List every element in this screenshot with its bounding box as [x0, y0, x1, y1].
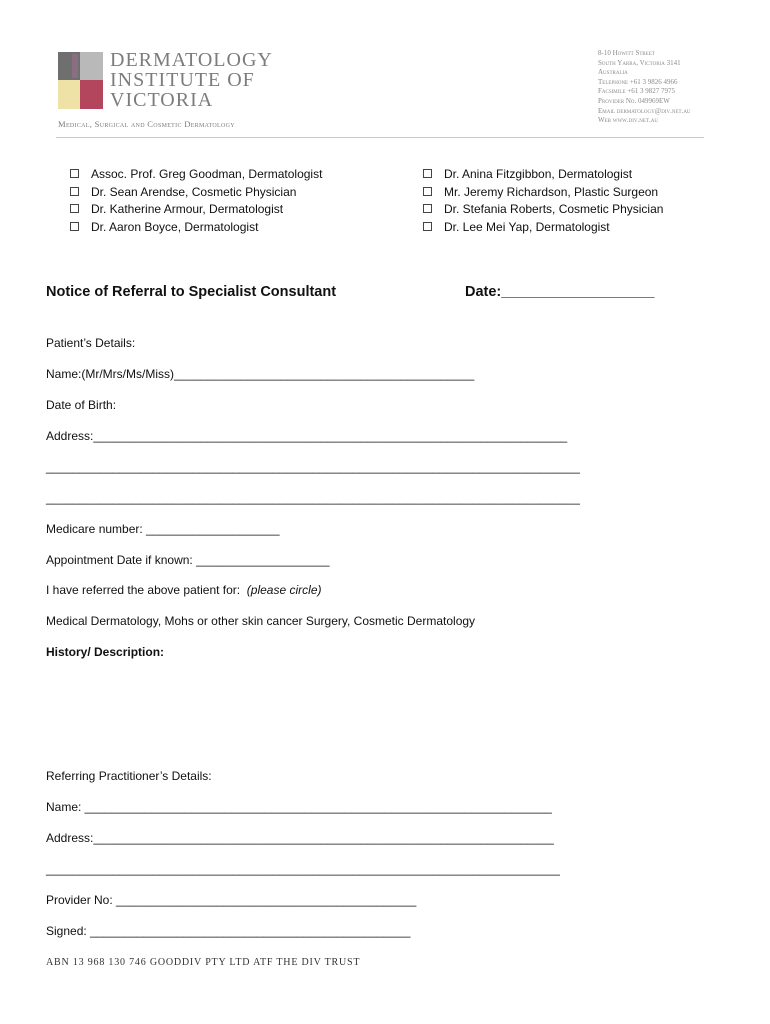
doctor-option[interactable]: [423, 219, 663, 237]
checkbox[interactable]: [70, 169, 79, 178]
checkbox[interactable]: [70, 222, 79, 231]
patient-address-field[interactable]: Address:_______________________________________________________________________: [46, 429, 568, 443]
doctor-option[interactable]: [70, 219, 322, 237]
checkbox[interactable]: [423, 169, 432, 178]
address-line: Telephone +61 3 9826 4966: [598, 77, 678, 86]
address-line: Email dermatology@div.net.au: [598, 106, 691, 115]
address-line: Facsimile +61 3 9827 7975: [598, 87, 675, 96]
header-divider: [56, 137, 704, 138]
logo-block-light: [80, 52, 103, 80]
tagline: Medical, Surgical and Cosmetic Dermatology: [58, 119, 235, 129]
logo-block-rose: [80, 80, 103, 109]
institute-name: [110, 50, 273, 110]
logo-block-cream: [58, 80, 80, 109]
brand-line: DERMATOLOGY: [110, 49, 273, 71]
doctor-label: Dr. Anina Fitzgibbon, Dermatologist: [444, 167, 633, 181]
doctor-label: Assoc. Prof. Greg Goodman, Dermatologist: [91, 167, 323, 181]
brand-line: INSTITUTE OF: [110, 69, 255, 91]
address-line: Web www.div.net.au: [598, 116, 658, 125]
doctor-option[interactable]: [423, 166, 663, 184]
history-heading: History/ Description:: [46, 645, 165, 659]
doctor-label: Dr. Katherine Armour, Dermatologist: [91, 202, 284, 216]
referrer-name-field[interactable]: Name: ______________________________________________________________________: [46, 800, 552, 814]
referral-reason-line: [46, 583, 322, 597]
doctor-label: Dr. Aaron Boyce, Dermatologist: [91, 219, 259, 234]
brand-line: VICTORIA: [110, 89, 214, 111]
referrer-details-heading: Referring Practitioner’s Details:: [46, 769, 212, 783]
date-of-birth-field[interactable]: Date of Birth:: [46, 398, 117, 412]
patient-address-line-3[interactable]: ________________________________________________________________________________: [46, 491, 580, 505]
doctor-label: Mr. Jeremy Richardson, Plastic Surgeon: [444, 184, 659, 199]
address-line: Provider No. 049969EW: [598, 96, 670, 105]
referrer-address-line-2[interactable]: _____________________________________________________________________________: [46, 862, 560, 876]
doctor-option[interactable]: [70, 184, 322, 202]
abn-footer: ABN 13 968 130 746 GOODDIV PTY LTD ATF THE DIV TRUST: [46, 957, 361, 968]
provider-number-field[interactable]: Provider No: _____________________________________________: [46, 893, 417, 907]
checkbox[interactable]: [423, 204, 432, 213]
doctor-option[interactable]: [423, 184, 663, 202]
please-circle-note: (please circle): [246, 583, 322, 597]
checkbox[interactable]: [70, 204, 79, 213]
checkbox[interactable]: [70, 187, 79, 196]
patient-details-heading: Patient’s Details:: [46, 336, 136, 350]
checkbox[interactable]: [423, 222, 432, 231]
signature-field[interactable]: Signed: ________________________________________________: [46, 924, 411, 938]
doctor-label: Dr. Sean Arendse, Cosmetic Physician: [91, 184, 297, 199]
address-line: South Yarra, Victoria 3141: [598, 58, 681, 67]
doctor-option[interactable]: [70, 166, 322, 184]
institute-logo: [58, 52, 103, 109]
patient-address-line-2[interactable]: ________________________________________________________________________________: [46, 460, 580, 474]
checkbox[interactable]: [423, 187, 432, 196]
referral-reason-label: I have referred the above patient for:: [46, 583, 241, 597]
doctor-label: Dr. Lee Mei Yap, Dermatologist: [444, 219, 610, 234]
referral-options[interactable]: Medical Dermatology, Mohs or other skin cancer Surgery, Cosmetic Dermatology: [46, 614, 476, 628]
date-field[interactable]: Date:___________________: [465, 284, 655, 300]
contact-address-block: [598, 49, 691, 126]
doctor-label: Dr. Stefania Roberts, Cosmetic Physician: [444, 202, 664, 216]
appointment-date-field[interactable]: Appointment Date if known: ____________________: [46, 553, 330, 567]
referrer-address-field[interactable]: Address:_____________________________________________________________________: [46, 831, 554, 845]
doctor-option[interactable]: [423, 201, 663, 219]
medicare-number-field[interactable]: Medicare number: ____________________: [46, 522, 280, 536]
form-title: Notice of Referral to Specialist Consultant: [46, 284, 337, 300]
address-line: Australia: [598, 68, 628, 77]
doctor-list-left: [70, 166, 322, 236]
doctor-list-right: [423, 166, 663, 236]
address-line: 8-10 Howitt Street: [598, 49, 655, 57]
doctor-option[interactable]: [70, 201, 322, 219]
patient-name-field[interactable]: Name:(Mr/Mrs/Ms/Miss)_____________________________________________: [46, 367, 475, 381]
logo-block-mauve: [72, 54, 78, 78]
